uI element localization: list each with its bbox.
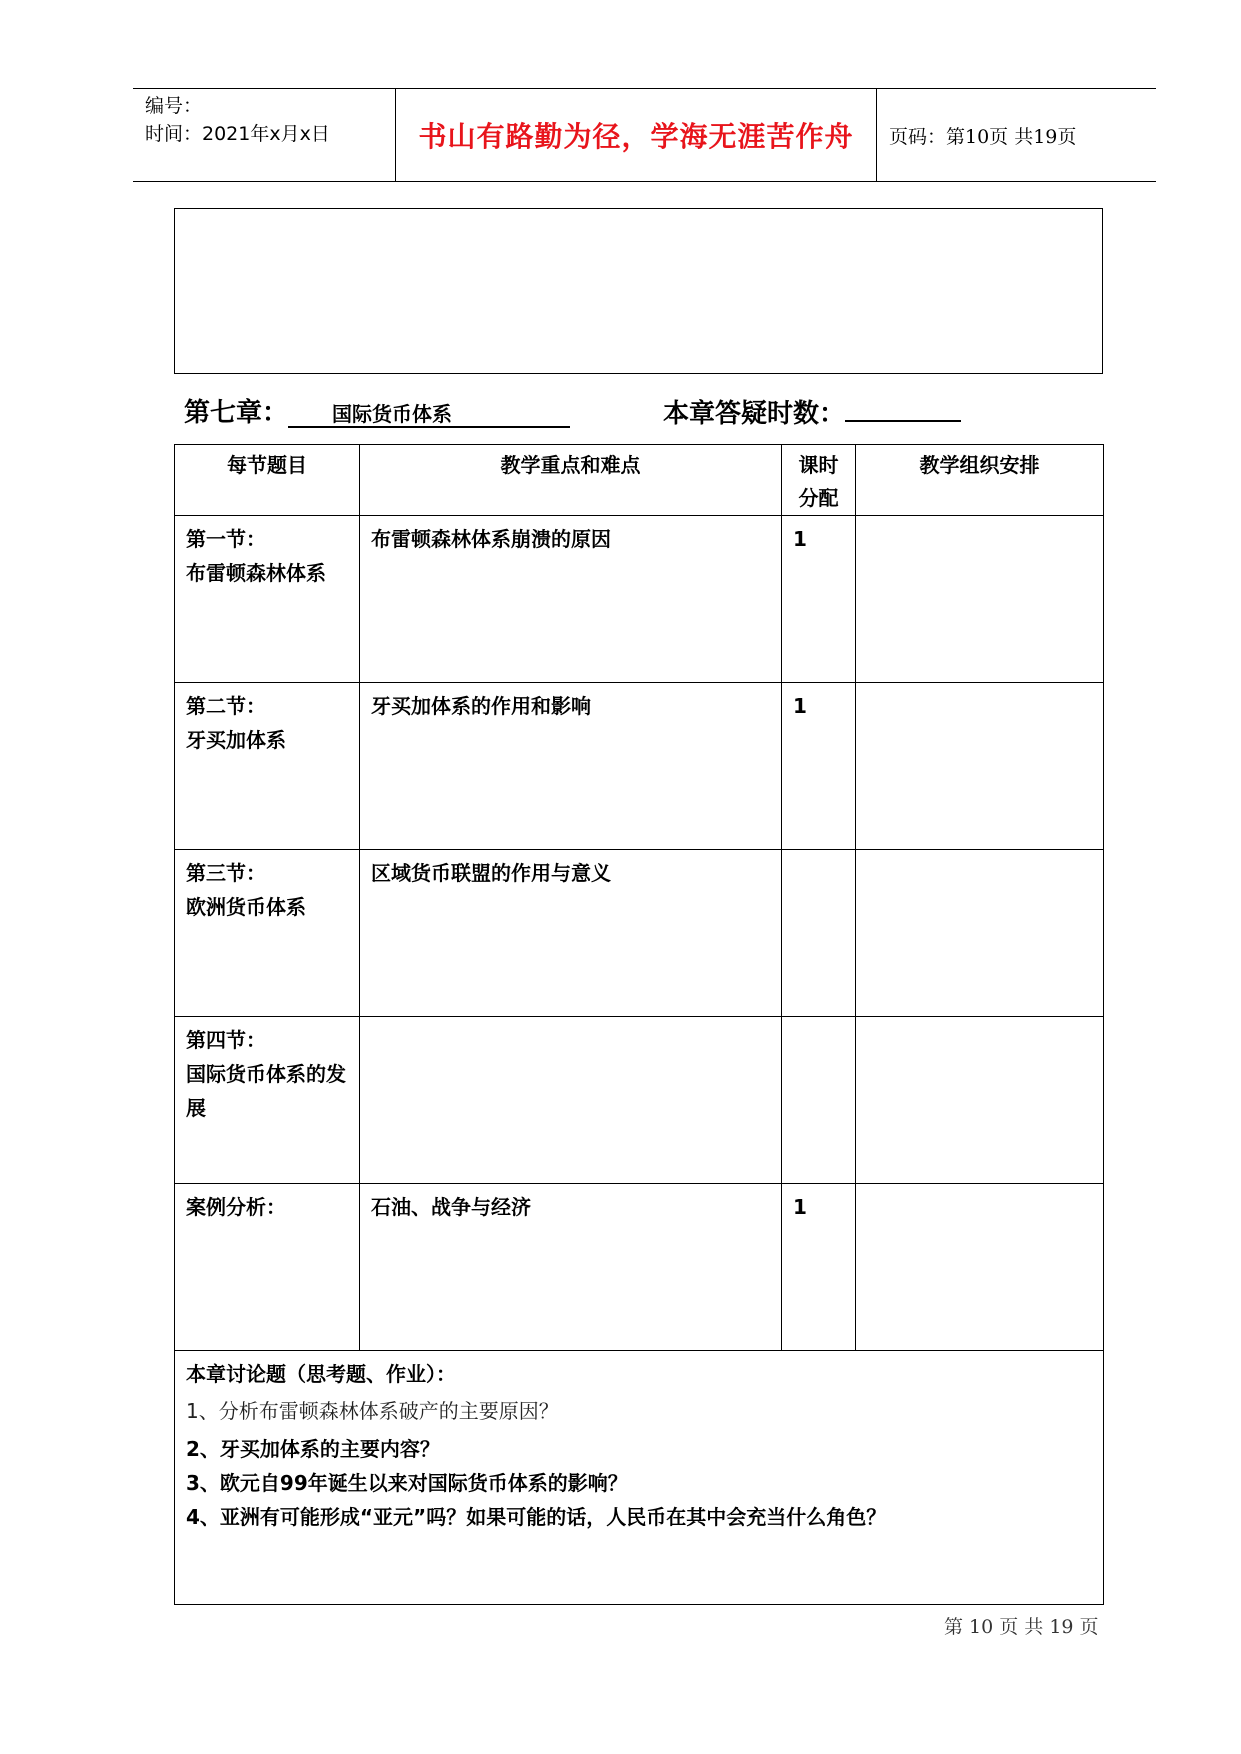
header-motto-cell <box>396 89 877 181</box>
discussion-question: 3、欧元自99年诞生以来对国际货币体系的影响？ <box>186 1471 628 1495</box>
discussion-cell <box>175 1351 1104 1605</box>
focus-cell: 布雷顿森林体系崩溃的原因 <box>371 527 611 551</box>
hours-line <box>663 392 961 430</box>
section-title: 欧洲货币体系 <box>186 895 306 919</box>
chapter-label: 第七章： <box>184 398 289 428</box>
table-row <box>175 516 1104 683</box>
arrangement-cell <box>856 516 1103 522</box>
header-section: 每节题目 <box>175 445 360 516</box>
hours-cell <box>782 850 855 856</box>
section-title: 布雷顿森林体系 <box>186 561 326 585</box>
arrangement-cell <box>856 1184 1103 1190</box>
hours-blank <box>845 392 961 422</box>
header-page-cell <box>877 89 1156 181</box>
header-meta <box>133 89 396 181</box>
discussion-question: 2、牙买加体系的主要内容？ <box>186 1437 440 1461</box>
page-code: 页码：第10页 共19页 <box>889 125 1077 148</box>
discussion-question: 4、亚洲有可能形成“亚元”吗？如果可能的话，人民币在其中会充当什么角色？ <box>186 1505 887 1529</box>
focus-cell: 区域货币联盟的作用与意义 <box>371 861 611 885</box>
chapter-title: 国际货币体系 <box>332 402 453 426</box>
focus-cell <box>360 1017 781 1023</box>
hours-cell: 1 <box>793 694 807 718</box>
page-footer: 第 10 页 共 19 页 <box>944 1616 1099 1638</box>
motto: 书山有路勤为径，学海无涯苦作舟 <box>418 120 854 153</box>
focus-cell: 石油、战争与经济 <box>371 1195 531 1219</box>
hours-cell: 1 <box>793 527 807 551</box>
hours-label: 本章答疑时数： <box>663 399 846 429</box>
header-focus: 教学重点和难点 <box>360 445 782 516</box>
section-label: 第四节： <box>186 1028 266 1052</box>
time-label: 时间：2021年x月x日 <box>145 123 330 145</box>
discussion-heading: 本章讨论题（思考题、作业）： <box>186 1362 456 1386</box>
header-hours-text: 课时分配 <box>798 453 839 510</box>
section-label: 第二节： <box>186 694 266 718</box>
discussion-row <box>175 1351 1104 1605</box>
section-title: 牙买加体系 <box>186 728 286 752</box>
code-label: 编号： <box>145 95 203 117</box>
section-title: 国际货币体系的发展 <box>186 1062 346 1120</box>
table-row <box>175 683 1104 850</box>
hours-cell: 1 <box>793 1195 807 1219</box>
header-arrangement: 教学组织安排 <box>856 445 1104 516</box>
chapter-title-underline <box>288 398 570 428</box>
focus-cell: 牙买加体系的作用和影响 <box>371 694 591 718</box>
discussion-question: 1、分析布雷顿森林体系破产的主要原因？ <box>186 1399 559 1423</box>
arrangement-cell <box>856 1017 1103 1023</box>
arrangement-cell <box>856 683 1103 689</box>
header-hours <box>782 445 856 516</box>
arrangement-cell <box>856 850 1103 856</box>
syllabus-table <box>174 444 1104 1605</box>
section-label: 第一节： <box>186 527 266 551</box>
table-row <box>175 1017 1104 1184</box>
table-row <box>175 850 1104 1017</box>
section-label: 第三节： <box>186 861 266 885</box>
section-label: 案例分析： <box>186 1195 286 1219</box>
chapter-line <box>184 392 570 429</box>
empty-box <box>174 208 1103 374</box>
table-row <box>175 1184 1104 1351</box>
page-header <box>133 88 1156 182</box>
table-header-row <box>175 445 1104 516</box>
hours-cell <box>782 1017 855 1023</box>
